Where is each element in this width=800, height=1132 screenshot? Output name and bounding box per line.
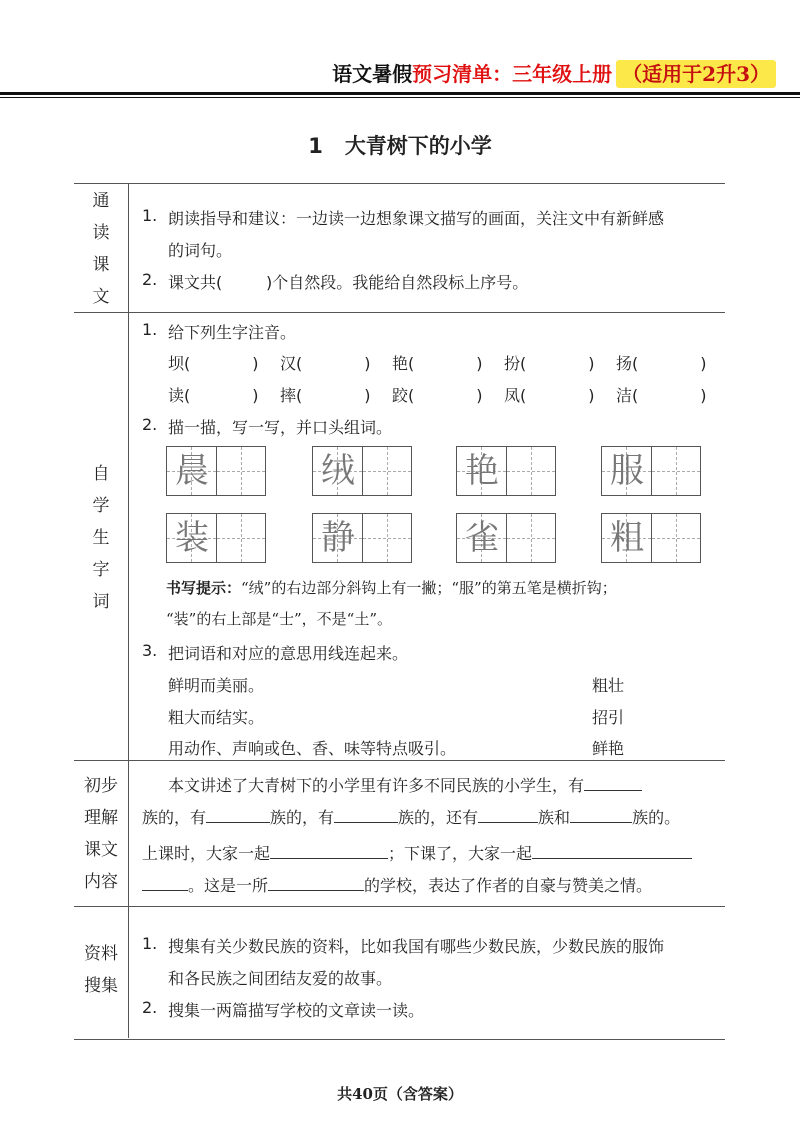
label-line: 课文 bbox=[84, 840, 118, 860]
trace-char: 雀 bbox=[465, 518, 499, 558]
pinyin-item: 摔( ) bbox=[280, 386, 371, 405]
label-line: 理解 bbox=[84, 808, 118, 828]
summary-line-3: 上课时，大家一起 ；下课了，大家一起 bbox=[142, 838, 692, 870]
pinyin-item: 跤( ) bbox=[392, 386, 483, 405]
lesson-number: 1 bbox=[308, 134, 323, 158]
label-char: 词 bbox=[92, 592, 110, 612]
writing-cell[interactable] bbox=[216, 514, 265, 562]
read-item-2-number: 2. bbox=[142, 270, 158, 289]
trace-char: 绒 bbox=[321, 451, 355, 491]
page-footer: 共40页（含答案） bbox=[337, 1085, 463, 1103]
label-char: 自 bbox=[92, 464, 110, 484]
label-line: 初步 bbox=[84, 776, 118, 796]
trace-grid bbox=[166, 513, 266, 563]
chars-q3-number: 3. bbox=[142, 641, 158, 660]
read-item-2-text-b: )个自然段。我能给自然段标上序号。 bbox=[266, 273, 529, 292]
fill-blank[interactable] bbox=[206, 806, 270, 823]
collect-item-2-text: 搜集一两篇描写学校的文章读一读。 bbox=[168, 1001, 425, 1020]
fill-blank[interactable] bbox=[268, 874, 364, 891]
collect-item-1-line-2: 和各民族之间团结友爱的故事。 bbox=[168, 969, 393, 988]
header-rule-thin bbox=[0, 97, 800, 98]
fill-blank[interactable] bbox=[584, 774, 642, 791]
match-left-item: 鲜明而美丽。 bbox=[168, 676, 265, 695]
pinyin-item: 凤( ) bbox=[504, 386, 595, 405]
label-char: 生 bbox=[92, 528, 110, 548]
writing-cell[interactable] bbox=[506, 447, 555, 495]
row-divider bbox=[74, 760, 725, 761]
trace-grid bbox=[456, 513, 556, 563]
collect-item-1-line-1: 搜集有关少数民族的资料，比如我国有哪些少数民族，少数民族的服饰 bbox=[168, 937, 665, 956]
chars-q2-text: 描一描，写一写，并口头组词。 bbox=[168, 418, 393, 437]
trace-grid bbox=[166, 446, 266, 496]
label-char: 通 bbox=[92, 191, 110, 211]
pinyin-item: 艳( ) bbox=[392, 354, 483, 373]
writing-tip-label: 书写提示： bbox=[166, 579, 242, 597]
header-part-1: 语文暑假 bbox=[332, 62, 413, 86]
lesson-name: 大青树下的小学 bbox=[344, 133, 492, 158]
label-line: 资料 bbox=[84, 944, 118, 964]
read-item-1-line-1: 朗读指导和建议：一边读一边想象课文描写的画面，关注文中有新鲜感 bbox=[168, 209, 665, 228]
writing-cell[interactable] bbox=[362, 447, 411, 495]
header-title bbox=[332, 58, 776, 87]
read-item-1-line-2: 的词句。 bbox=[168, 241, 233, 260]
pinyin-item: 洁( ) bbox=[616, 386, 707, 405]
writing-cell[interactable] bbox=[362, 514, 411, 562]
writing-cell[interactable] bbox=[216, 447, 265, 495]
trace-char: 艳 bbox=[465, 451, 499, 491]
writing-tip-line-2: “装”的右上部是“士”，不是“土”。 bbox=[166, 610, 393, 628]
writing-cell[interactable] bbox=[651, 514, 700, 562]
read-item-2-text-a: 课文共( bbox=[168, 273, 223, 292]
section-label-chars bbox=[74, 458, 128, 618]
label-char: 学 bbox=[92, 496, 110, 516]
trace-char: 晨 bbox=[175, 451, 209, 491]
match-right-item: 鲜艳 bbox=[592, 739, 625, 758]
trace-grid bbox=[601, 513, 701, 563]
trace-grid bbox=[312, 446, 412, 496]
writing-cell[interactable] bbox=[506, 514, 555, 562]
fill-blank[interactable] bbox=[570, 806, 632, 823]
label-line: 搜集 bbox=[84, 976, 118, 996]
fill-blank[interactable] bbox=[334, 806, 398, 823]
trace-char: 粗 bbox=[610, 518, 644, 558]
pinyin-item: 坝( ) bbox=[168, 354, 259, 373]
summary-line-1: 本文讲述了大青树下的小学里有许多不同民族的小学生，有 bbox=[168, 770, 642, 802]
chars-q2-number: 2. bbox=[142, 415, 158, 434]
pinyin-item: 汉( ) bbox=[280, 354, 371, 373]
trace-char: 装 bbox=[175, 518, 209, 558]
match-right-item: 招引 bbox=[592, 708, 625, 727]
label-char: 字 bbox=[92, 560, 110, 580]
trace-char: 静 bbox=[321, 518, 355, 558]
match-right-item: 粗壮 bbox=[592, 676, 625, 695]
header-grade-badge: （适用于2升3） bbox=[616, 60, 776, 88]
fill-blank[interactable] bbox=[532, 842, 692, 859]
row-divider bbox=[74, 312, 725, 313]
label-char: 课 bbox=[92, 255, 110, 275]
summary-line-2: 族的，有 族的，有 族的，还有 族和 族的。 bbox=[142, 808, 681, 827]
row-divider bbox=[74, 906, 725, 907]
collect-item-2-number: 2. bbox=[142, 998, 158, 1017]
label-line: 内容 bbox=[84, 872, 118, 892]
collect-item-1-number: 1. bbox=[142, 934, 158, 953]
section-label-collect bbox=[74, 938, 128, 1002]
trace-grid bbox=[456, 446, 556, 496]
trace-grid bbox=[312, 513, 412, 563]
match-left-item: 粗大而结实。 bbox=[168, 708, 265, 727]
chars-q1-text: 给下列生字注音。 bbox=[168, 323, 297, 342]
label-char: 读 bbox=[92, 223, 110, 243]
lesson-title bbox=[0, 130, 800, 160]
fill-blank[interactable] bbox=[478, 806, 538, 823]
chars-q1-number: 1. bbox=[142, 320, 158, 339]
summary-line-4: 。这是一所 的学校，表达了作者的自豪与赞美之情。 bbox=[142, 870, 652, 902]
pinyin-item: 扮( ) bbox=[504, 354, 595, 373]
pinyin-item: 读( ) bbox=[168, 386, 259, 405]
header-rule bbox=[0, 92, 800, 95]
section-label-read bbox=[74, 185, 128, 313]
match-left-item: 用动作、声响或色、香、味等特点吸引。 bbox=[168, 739, 457, 758]
writing-tip-line-1 bbox=[166, 577, 617, 598]
fill-blank[interactable] bbox=[142, 874, 188, 891]
trace-char: 服 bbox=[610, 451, 644, 491]
pinyin-item: 扬( ) bbox=[616, 354, 707, 373]
chars-q3-text: 把词语和对应的意思用线连起来。 bbox=[168, 644, 409, 663]
label-char: 文 bbox=[92, 287, 110, 307]
header-part-2: 预习清单：三年级上册 bbox=[412, 62, 613, 86]
writing-tip-text: “绒”的右边部分斜钩上有一撇；“服”的第五笔是横折钩； bbox=[241, 579, 617, 597]
read-item-1-number: 1. bbox=[142, 206, 158, 225]
fill-blank[interactable] bbox=[270, 842, 388, 859]
trace-grid bbox=[601, 446, 701, 496]
writing-cell[interactable] bbox=[651, 447, 700, 495]
section-label-understand bbox=[74, 770, 128, 898]
